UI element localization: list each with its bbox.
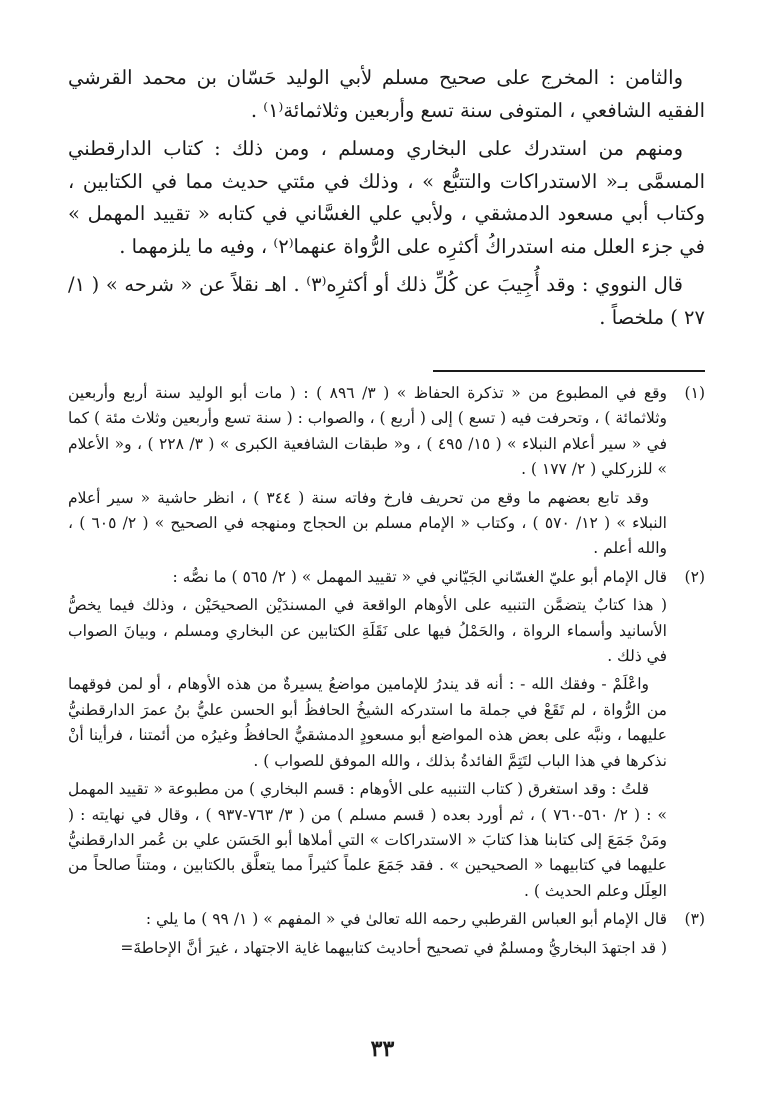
footnote-paragraph: قال الإمام أبو عليّ الغسّاني الجَيّاني في « تقييد المهمل » ( ٢/ ٥٦٥ ) ما نصُّه : [172, 567, 667, 586]
footnote-paragraph: قال الإمام أبو العباس القرطبي رحمه الله تعالىٰ في « المفهم » ( ١/ ٩٩ ) ما يلي : [145, 910, 667, 929]
main-paragraph: قال النووي : وقد أُجِيبَ عن كُلِّ ذلك أو أكثرِه⁽٣⁾ . اهـ نقلاً عن « شرحه » ( ١/ ٢٧ ) ملخصاً . [68, 273, 705, 329]
footnotes [68, 381, 705, 964]
footnote-quote: ( قد اجتهدَ البخاريُّ ومسلمٌ في تصحيح أحاديث كتابيهما غاية الاجتهاد ، غيرَ أنَّ الإحاطةَ= [120, 938, 667, 957]
footnote-1 [68, 381, 705, 565]
main-paragraph: والثامن : المخرج على صحيح مسلم لأبي الوليد حَسّان بن محمد القرشي الفقيه الشافعي ، المتوفى سنة تسع وأربعين وثلاثمائة⁽١⁾ . [68, 66, 705, 122]
footnote-paragraph: وقع في المطبوع من « تذكرة الحفاظ » ( ٣/ ٨٩٦ ) : ( مات أبو الوليد سنة أربع وأربعين وثلاثمائة ) ، وتحرفت فيه ( تسع ) إلى ( أربع ) ، والصواب : ( سنة تسع وأربعين وثلاث مئة ) كما في « سير أعلام النبلاء » ( ١٥/ ٤٩٥ ) ، و« طبقات الشافعية الكبرى » ( ٣/ ٢٢٨ ) ، و« الأعلام » للزركلي ( ٢/ ١٧٧ ) . [68, 384, 667, 479]
footnote-number: (١) [684, 384, 705, 402]
main-paragraph: ومنهم من استدرك على البخاري ومسلم ، ومن ذلك : كتاب الدارقطني المسمَّى بـ« الاستدراكات والتتبُّع » ، وذلك في مئتي حديث مما في الكتابين ، وكتاب أبي مسعود الدمشقي ، ولأبي علي الغسَّاني في كتابه « تقييد المهمل » في جزء العلل منه استدراكُ أكثرِه على الرُّواة عنهما⁽٢⁾ ، وفيه ما يلزمهما . [68, 137, 705, 258]
footnote-3 [68, 907, 705, 964]
footnote-body [68, 381, 667, 565]
footnote-2 [68, 565, 705, 907]
footnote-body [68, 565, 667, 907]
footnote-body [68, 907, 667, 964]
footnote-paragraph: قلتُ : وقد استغرق ( كتاب التنبيه على الأوهام : قسم البخاري ) من مطبوعة « تقييد المهمل » : ( ٢/ ٥٦٠-٧٦٠ ) ، ثم أورد بعده ( قسم مسلم ) من ( ٣/ ٧٦٣-٩٣٧ ) ، وقال في نهايته : ( ومَنْ جَمَعَ إلى كتابنا هذا كتابَ « الاستدراكات » التي أملاها أبو الحَسَن علي بن عُمر الدارقطنيُّ عليهما في كتابيهما « الصحيحين » . فقد جَمَعَ علماً كثيراً مما يتعلَّق بالكتابين ، ومتناً صالحاً من العِلَل وعلم الحديث ) . [68, 780, 668, 900]
footnote-paragraph: وقد تابع بعضهم ما وقع من تحريف فارخ وفاته سنة ( ٣٤٤ ) ، انظر حاشية « سير أعلام النبلاء » ( ١٢/ ٥٧٠ ) ، وكتاب « الإمام مسلم بن الحجاج ومنهجه في الصحيح » ( ٢/ ٦٠٥ ) ، والله أعلم . [68, 488, 667, 558]
footnote-separator [433, 370, 705, 372]
main-text [68, 62, 705, 340]
page-number: ٣٣ [370, 1036, 395, 1062]
footnote-quote: ( هذا كتابٌ يتضمَّن التنبيه على الأوهام الواقعة في المسندَيْن الصحيحَيْن ، وذلك فيما يخصُّ الأسانيد وأسماء الرواة ، والحَمْلُ فيها على نَقَلَةِ الكتابين عن البخاري ومسلم ، وبيانَ الصواب في ذلك . [68, 596, 667, 666]
footnote-quote: واعْلَمْ - وفقك الله - : أنه قد يندرُ للإمامين مواضعُ يسيرةٌ من هذه الأوهام ، أو لمن فوقهما من الرُّواة ، لم تَقَعْ في جملة ما استدركه الشيخُ الحافظُ أبو الحسن عليُّ بنُ عمرَ الدارقطنيُّ عليهما ، ونبَّه على بعض هذه المواضع أبو مسعودٍ الدمشقيُّ الحافظُ وغيرُه من أئمتنا ، فرأينا أنْ نذكرها في هذا الباب لتَتِمَّ الفائدةُ بذلك ، والله الموفق للصواب ) . [68, 675, 667, 770]
footnote-number: (٢) [684, 567, 705, 586]
footnote-number: (٣) [684, 910, 705, 929]
